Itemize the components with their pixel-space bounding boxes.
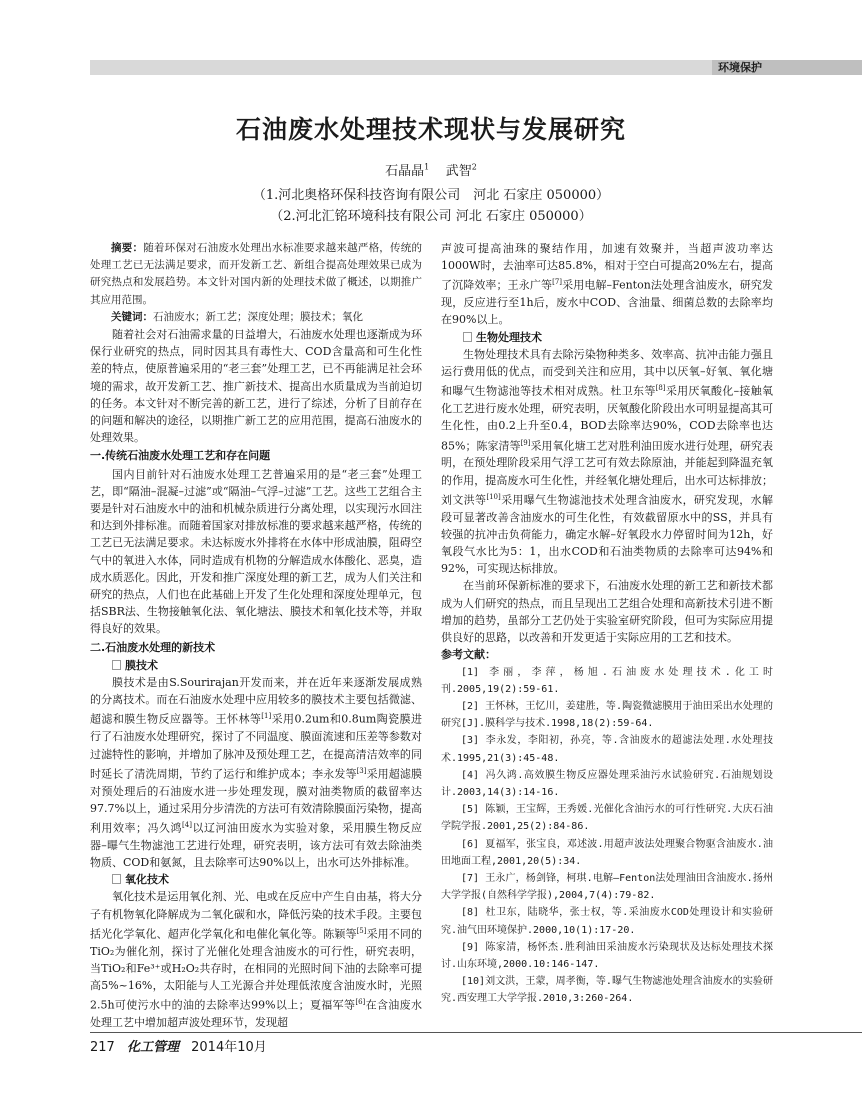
keywords-text: 石油废水；新工艺；深度处理；膜技术；氧化 <box>153 310 363 323</box>
citation: [6] <box>355 998 366 1007</box>
abstract <box>90 240 422 309</box>
citation: [10] <box>486 492 501 501</box>
keywords-label: 关键词： <box>111 310 153 323</box>
bullet-box-icon <box>463 332 472 342</box>
subsection-oxidation-paragraph <box>90 888 422 1031</box>
right-column <box>441 240 773 1008</box>
section-tag: 环境保护 <box>712 60 862 75</box>
abstract-label: 摘要： <box>111 242 144 254</box>
reference-item: [1] 李丽，李萍，杨旭.石油废水处理技术.化工时刊.2005,19(2):59-61. <box>441 666 773 695</box>
subsection-oxidation-label: 氧化技术 <box>125 873 169 887</box>
conclusion-paragraph: 在当前环保新标准的要求下，石油废水处理的新工艺和新技术都成为人们研究的热点，而且呈现出工艺组合处理和高新技术引进不断增加的趋势，虽部分工艺仍处于实验室研究阶段，但可为实际应用提供良好的思路，以改善和开发更适于实际应用的工艺和技术。 <box>441 579 773 645</box>
citation: [5] <box>356 926 367 935</box>
author-2: 武智 <box>445 164 472 179</box>
bullet-box-icon <box>112 660 121 670</box>
section-1-paragraph: 国内目前针对石油废水处理工艺普遍采用的是“老三套”处理工艺，即“隔油–混凝–过滤”或“隔油–气浮–过滤”工艺。这些工艺组合主要是针对石油废水中的油和机械杂质进行分离处理，以实现污水回注和达到外排标准。而随着国家对排放标准的要求越来越严格，传统的工艺已无法满足要求。未达标废水外排将在水体中形成油膜，阻碍空气中的氧进入水体，同时造成有机物的分解造成水体酸化、恶臭，造成水质恶化。因此，开发和推广深度处理的新工艺，成为人们关注和研究的热点，人们也在此基础上开发了生化处理和深度处理单元，包括SBR法、生物接触氧化法、氧化塘法、膜技术和氧化技术等，并取得良好的效果。 <box>90 467 422 636</box>
subsection-bio-title <box>441 329 773 346</box>
subsection-oxidation-title <box>90 871 422 888</box>
text-run: 采用曝气生物滤池技术处理含油废水，研究发现，水解段可显著改善含油废水的可生化性，有效截留原水中的SS，并具有较强的抗冲击负荷能力，确定水解–好氧段水力停留时间为12h，好氧段气水比为5：1，出水COD和石油类物质的去除率可达94%和92%，可实现达标排放。 <box>441 493 773 576</box>
reference-item: [4] 冯久鸿.高效膜生物反应器处理采油污水试验研究.石油规划设计.2003,14(3):14-16. <box>441 769 773 798</box>
left-column <box>90 240 422 1031</box>
page-number: 217 <box>90 1040 115 1055</box>
subsection-bio-paragraph <box>441 346 773 578</box>
reference-item: [3] 李永发，李阳初，孙亮，等.含油废水的超滤法处理.水处理技术.1995,21(3):45-48. <box>441 735 773 764</box>
subsection-bio-label: 生物处理技术 <box>476 330 542 344</box>
text-run: 在含油废水处理工艺中增加超声波处理环节，发现超 <box>90 999 423 1030</box>
footer-divider <box>90 1032 862 1033</box>
reference-item: [9] 陈家清，杨怀杰.胜利油田采油废水污染现状及达标处理技术探讨.山东环境,2000.10:146-147. <box>441 941 773 970</box>
text-run: 以辽河油田废水为实验对象，采用膜生物反应器–曝气生物滤池工艺进行处理，研究表明，该方法可有效去除油类物质、COD和氨氮，且去除率可达90%以上，出水可达外排标准。 <box>90 821 423 870</box>
paper-title: 石油废水处理技术现状与发展研究 <box>235 115 626 144</box>
text-run: 生物处理技术具有去除污染物种类多、效率高、抗冲击能力强且运行费用低的优点，而受到关注和应用，其中以厌氧–好氧、氧化塘和曝气生物滤池等技术相对成熟。杜卫东等 <box>441 347 773 398</box>
reference-item: [10]刘文洪，王蒙，周孝衡，等.曝气生物滤池处理含油废水的实验研究.西安理工大学学报.2010,3:260-264. <box>441 976 773 1005</box>
affiliation-2: （2.河北汇铭环境科技有限公司 河北 石家庄 050000） <box>270 209 592 224</box>
citation: [7] <box>552 278 563 287</box>
abstract-text: 随着环保对石油废水处理出水标准要求越来越严格，传统的处理工艺已无法满足要求，而开发新工艺、新组合提高处理效果已成为研究热点和发展趋势。本文针对国内新的处理技术做了概述，以期推广其应用范围。 <box>90 242 423 306</box>
reference-item: [5] 陈颖，王宝辉，王秀媛.光催化含油污水的可行性研究.大庆石油学院学报.2001,25(2):84-86. <box>441 804 773 833</box>
text-run: 膜技术是由S.Sourirajan开发而来，并在近年来逐渐发展成熟的分离技术。而在石油废水处理中应用较多的膜技术主要包括微滤、超滤和膜生物反应器等。王怀林等 <box>90 676 422 727</box>
issue-date: 2014年10月 <box>191 1040 267 1055</box>
citation: [3] <box>356 766 367 775</box>
section-2-title: 二.石油废水处理的新技术 <box>90 640 216 654</box>
text-run: 采用不同的TiO₂为催化剂，探讨了光催化处理含油废水的可行性，研究表明，当TiO₂和Fe³⁺或H₂O₂共存时，在相同的光照时间下油的去除率可提高5%~16%，太阳能与人工光源合并处理低浓度含油废水时，光照2.5h可使污水中的油的去除率达99%以上；夏福军等 <box>90 927 422 1013</box>
text-run: 声波可提高油珠的聚结作用，加速有效聚并，当超声波功率达1000W时，去油率可达85.8%，相对于空白可提高20%左右，提高了沉降效率；王永广等 <box>441 242 773 293</box>
page-footer <box>90 1036 267 1055</box>
citation: [9] <box>520 438 531 447</box>
text-run: 采用氧化塘工艺对胜利油田废水进行处理，研究表明，在预处理阶段采用气浮工艺可有效去除原油，并能起到降温充氧的作用，提高废水可生化性，并经氧化塘处理后，出水可达标排放；刘文洪等 <box>441 439 774 507</box>
text-run: 氧化技术是运用氧化剂、光、电或在反应中产生自由基，将大分子有机物氧化降解成为二氧化碳和水，降低污染的技术手段。主要包括光化学氧化、超声化学氧化和电催化氧化等。陈颖等 <box>90 890 422 941</box>
author-2-sup: 2 <box>471 162 477 172</box>
citation: [8] <box>655 384 666 393</box>
text-run: 采用电解–Fenton法处理含油废水，研究发现，反应进行至1h后，废水中COD、含油量、细菌总数的去除率均在90%以上。 <box>441 279 773 327</box>
citation: [4] <box>182 821 192 830</box>
subsection-membrane-title <box>90 657 422 674</box>
citation: [1] <box>261 712 272 721</box>
references-title: 参考文献： <box>441 648 496 662</box>
journal-name: 化工管理 <box>126 1040 179 1055</box>
subsection-membrane-label: 膜技术 <box>125 658 158 672</box>
text-run: 采用厌氧酸化–接触氧化工艺进行废水处理，研究表明，厌氧酸化阶段出水可明显提高其可生化性，由0.2上升至0.4，BOD去除率达90%，COD去除率也达85%；陈家清等 <box>441 384 774 453</box>
keywords <box>90 309 422 326</box>
reference-item: [2] 王怀林，王忆川，姜建胜，等.陶瓷微滤膜用于油田采出水处理的研究[J].膜科学与技术.1998,18(2):59-64. <box>441 700 773 730</box>
text-run: 采用0.2um和0.8um陶瓷膜进行了石油废水处理研究，探讨了不同温度、膜面流速和压差等参数对过滤特性的影响，并增加了脉冲及预处理工艺，在提高清洁效率的同时延长了清洗周期，节约了运行和维护成本；李永发等 <box>90 713 422 781</box>
intro-paragraph: 随着社会对石油需求量的日益增大，石油废水处理也逐渐成为环保行业研究的热点，同时因其具有毒性大、COD含量高和可生化性差的特点，使原普遍采用的“老三套”处理工艺，已不再能满足社会环境的需求，故开发新工艺、推广新技术、提高出水质量成为当前迫切的任务。本文针对不断完善的新工艺，进行了综述，分析了目前存在的问题和解决的途径，以期推广新工艺的应用范围，提高石油废水的处理效果。 <box>90 328 422 445</box>
authors <box>0 160 862 179</box>
text-run: 采用超滤膜对预处理后的石油废水进一步处理发现，膜对油类物质的截留率达97.7%以上，通过采用分步清洗的方法可有效清除膜面污染物，提高利用效率；冯久鸿 <box>90 767 422 835</box>
reference-item: [8] 杜卫东，陆晓华，张士权，等.采油废水COD处理设计和实验研究.油气田环境保护.2000,10(1):17-20. <box>441 907 773 936</box>
author-1-sup: 1 <box>424 162 430 172</box>
header-bar <box>90 60 862 75</box>
affiliation-1: （1.河北奥格环保科技咨询有限公司 河北 石家庄 050000） <box>252 188 610 203</box>
author-1: 石晶晶 <box>385 164 425 179</box>
bullet-box-icon <box>112 874 121 884</box>
reference-item: [6] 夏福军，张宝良，邓述波.用超声波法处理聚合物驱含油废水.油田地面工程,2001,20(5):34. <box>441 838 773 867</box>
reference-item: [7] 王永广，杨剑锋，柯琪.电解–Fenton法处理油田含油废水.扬州大学学报(自然科学学报),2004,7(4):79-82. <box>441 872 773 902</box>
oxidation-continued <box>441 240 773 329</box>
section-1-title: 一.传统石油废水处理工艺和存在问题 <box>90 449 271 463</box>
subsection-membrane-paragraph <box>90 674 422 871</box>
